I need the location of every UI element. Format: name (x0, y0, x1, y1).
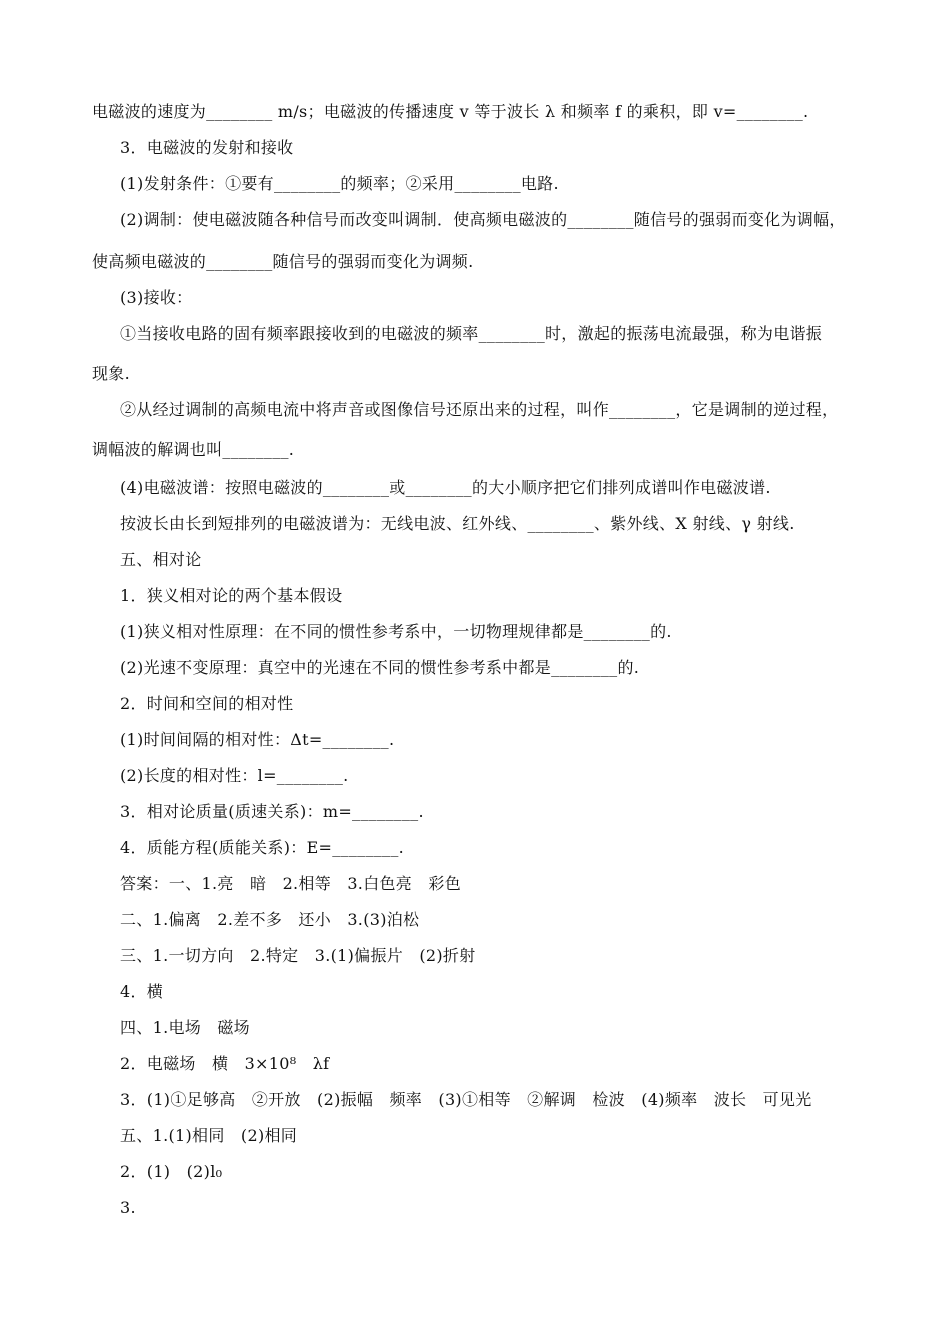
text-line: 四、1.电场 磁场 (120, 1018, 250, 1037)
text-line: 按波长由长到短排列的电磁波谱为：无线电波、红外线、________、紫外线、X 射线、γ 射线. (120, 514, 795, 533)
text-line: (2)光速不变原理：真空中的光速在不同的惯性参考系中都是________的. (120, 658, 640, 677)
text-line: 2．(1) (2)l₀ (120, 1162, 223, 1181)
text-line: 3．(1)①足够高 ②开放 (2)振幅 频率 (3)①相等 ②解调 检波 (4)频率 波长 可见光 (120, 1090, 812, 1109)
text-line: 五、1.(1)相同 (2)相同 (120, 1126, 298, 1145)
text-line: (2)调制：使电磁波随各种信号而改变叫调制．使高频电磁波的________随信号的强弱而变化为调幅， (120, 210, 846, 229)
text-line: 3．相对论质量(质速关系)：m=________. (120, 802, 424, 821)
text-line: 4．横 (120, 982, 164, 1001)
text-line: 3. (120, 1198, 136, 1217)
text-line: (1)发射条件：①要有________的频率；②采用________电路. (120, 174, 559, 193)
text-line: (1)狭义相对性原理：在不同的惯性参考系中，一切物理规律都是________的. (120, 622, 672, 641)
text-line: 电磁波的速度为________ m/s；电磁波的传播速度 v 等于波长 λ 和频率 f 的乘积，即 v=________. (92, 102, 809, 121)
text-line: 五、相对论 (120, 550, 202, 569)
text-line: (3)接收： (120, 288, 193, 307)
text-line: 3．电磁波的发射和接收 (120, 138, 294, 157)
text-line: 答案：一、1.亮 暗 2.相等 3.白色亮 彩色 (120, 874, 461, 893)
text-line: 使高频电磁波的________随信号的强弱而变化为调频. (92, 252, 474, 271)
text-line: 4．质能方程(质能关系)：E=________. (120, 838, 405, 857)
text-line: ①当接收电路的固有频率跟接收到的电磁波的频率________时，激起的振荡电流最强，称为电谐振 (120, 324, 823, 343)
text-line: 三、1.一切方向 2.特定 3.(1)偏振片 (2)折射 (120, 946, 476, 965)
text-line: 二、1.偏离 2.差不多 还小 3.(3)泊松 (120, 910, 420, 929)
text-line: 调幅波的解调也叫________. (92, 440, 295, 459)
text-line: 现象. (92, 364, 130, 383)
text-line: 2．电磁场 横 3×10⁸ λf (120, 1054, 330, 1073)
text-line: ②从经过调制的高频电流中将声音或图像信号还原出来的过程，叫作________，它是调制的逆过程， (120, 400, 839, 419)
text-line: (1)时间间隔的相对性：Δt=________. (120, 730, 395, 749)
text-line: (2)长度的相对性：l=________. (120, 766, 349, 785)
text-line: (4)电磁波谱：按照电磁波的________或________的大小顺序把它们排列成谱叫作电磁波谱. (120, 478, 771, 497)
text-line: 2．时间和空间的相对性 (120, 694, 294, 713)
text-line: 1．狭义相对论的两个基本假设 (120, 586, 343, 605)
